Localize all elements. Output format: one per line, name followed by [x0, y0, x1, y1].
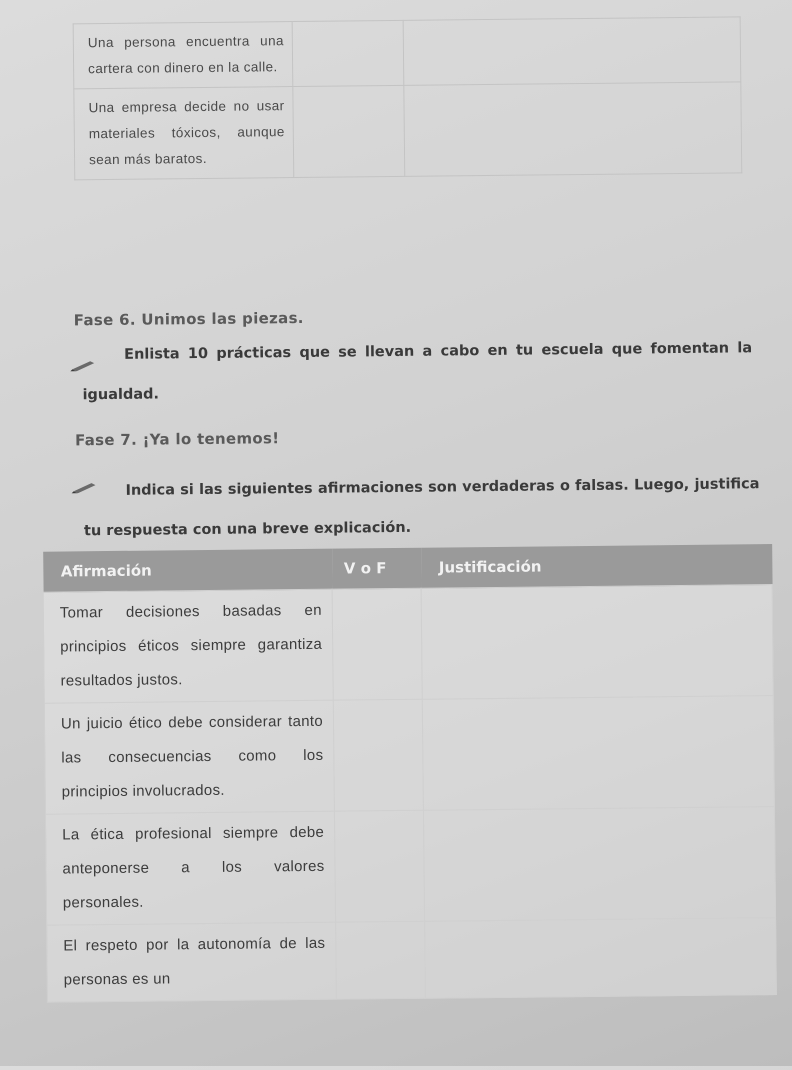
table-row [45, 807, 775, 926]
table-row [47, 918, 777, 1003]
header-afirmacion: Afirmación [43, 549, 332, 593]
table-row [43, 585, 773, 704]
afirmacion-cell: Un juicio ético debe considerar tanto las consecuencias como los principios involucrados. [44, 700, 334, 814]
justificacion-cell[interactable] [423, 807, 775, 922]
header-v-o-f: V o F [332, 548, 421, 589]
affirmations-table [42, 544, 777, 1003]
fase7-instruction [83, 464, 760, 551]
table-row [44, 696, 774, 815]
v-o-f-cell[interactable] [336, 921, 426, 999]
header-justificacion: Justificación [421, 544, 772, 588]
top-table [73, 16, 743, 180]
top-table-cell: Una persona encuentra una cartera con dinero en la calle. [73, 22, 293, 89]
afirmacion-cell: Tomar decisiones basadas en principios éticos siempre garantiza resultados justos. [43, 589, 333, 703]
v-o-f-cell[interactable] [334, 810, 424, 922]
top-table-empty-cell[interactable] [403, 17, 741, 86]
v-o-f-cell[interactable] [332, 588, 422, 700]
fase7-heading: Fase 7. ¡Ya lo tenemos! [74, 429, 280, 450]
fase6-heading: Fase 6. Unimos las piezas. [73, 308, 304, 330]
afirmacion-cell: El respeto por la autonomía de las personas es un [47, 922, 337, 1002]
table-row [74, 82, 742, 180]
fase6-instruction [82, 328, 753, 415]
fase7-instruction-text: Indica si las siguientes afirmaciones son verdaderas o falsas. Luego, justifica tu respuesta con una breve explicación. [83, 476, 760, 540]
justificacion-cell[interactable] [422, 696, 774, 811]
top-table-empty-cell[interactable] [293, 85, 405, 177]
afirmacion-cell: La ética profesional siempre debe anteponerse a los valores personales. [45, 811, 335, 925]
top-table-empty-cell[interactable] [404, 82, 742, 177]
table-row [73, 17, 741, 89]
top-table-cell: Una empresa decide no usar materiales tóxicos, aunque sean más baratos. [74, 87, 294, 180]
justificacion-cell[interactable] [421, 585, 773, 700]
justificacion-cell[interactable] [425, 918, 777, 999]
top-table-empty-cell[interactable] [292, 20, 404, 86]
v-o-f-cell[interactable] [333, 699, 423, 811]
fase6-instruction-text: Enlista 10 prácticas que se llevan a cabo en tu escuela que fomentan la igualdad. [82, 340, 753, 404]
